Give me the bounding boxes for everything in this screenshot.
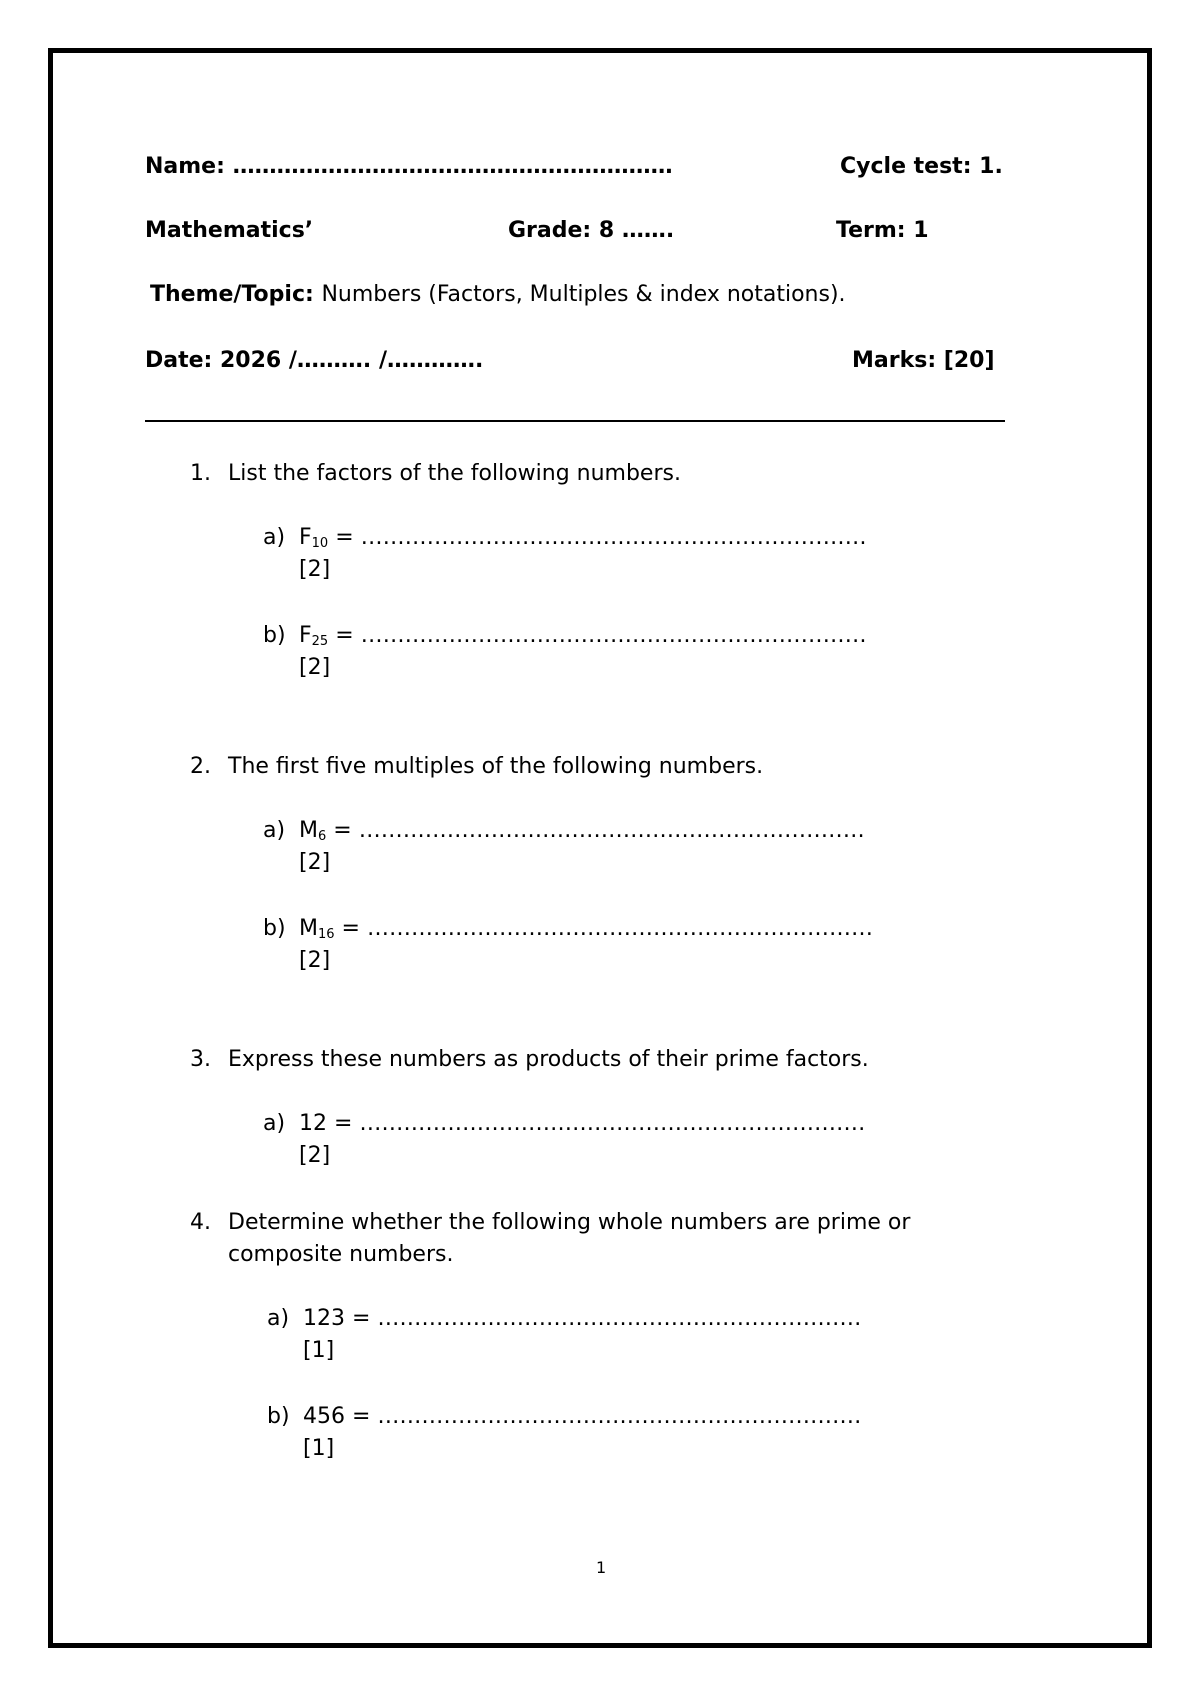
question-1 — [190, 458, 1090, 490]
question-text: Express these numbers as products of their prime factors. — [228, 1047, 869, 1072]
question-1b — [263, 620, 867, 658]
question-text-line-1: Determine whether the following whole numbers are prime or — [228, 1210, 911, 1235]
question-2b — [263, 913, 873, 951]
part-label: b) — [267, 1404, 290, 1429]
name-label: Name: — [145, 154, 225, 179]
question-4 — [190, 1207, 1090, 1271]
part-label: b) — [263, 623, 286, 648]
date-field: Date: 2026 /………. /…………. — [145, 348, 484, 373]
question-3 — [190, 1044, 1090, 1076]
marks-2a: [2] — [299, 850, 331, 875]
grade-label: Grade: 8 — [508, 218, 615, 243]
answer-blank[interactable]: = …………………………………………………………… — [335, 623, 867, 648]
question-number: 4. — [190, 1210, 211, 1235]
answer-blank[interactable]: = ………………………………………………………… — [352, 1306, 862, 1331]
question-number: 1. — [190, 461, 211, 486]
part-value: 12 — [299, 1111, 327, 1136]
part-var: F — [299, 525, 312, 550]
part-value: 123 — [303, 1306, 345, 1331]
marks-2b: [2] — [299, 948, 331, 973]
theme-topic — [150, 284, 846, 306]
answer-blank[interactable]: = …………………………………………………………… — [341, 916, 873, 941]
answer-blank[interactable]: = …………………………………………………………… — [333, 818, 865, 843]
part-label: a) — [263, 818, 286, 843]
question-number: 3. — [190, 1047, 211, 1072]
marks-1b: [2] — [299, 655, 331, 680]
question-2a — [263, 815, 865, 853]
cycle-test: Cycle test: 1. — [840, 154, 1003, 179]
answer-blank[interactable]: = …………………………………………………………… — [335, 525, 867, 550]
part-label: a) — [267, 1306, 290, 1331]
part-subscript: 6 — [317, 829, 327, 844]
answer-blank[interactable]: = …………………………………………………………… — [334, 1111, 866, 1136]
question-number: 2. — [190, 754, 211, 779]
part-var: M — [299, 818, 318, 843]
marks-4b: [1] — [303, 1436, 335, 1461]
question-text-line-2: composite numbers. — [228, 1242, 454, 1267]
part-subscript: 10 — [311, 536, 329, 551]
question-2 — [190, 751, 1090, 783]
grade-blank: ……. — [621, 218, 675, 243]
question-text: The first five multiples of the following numbers. — [228, 754, 764, 779]
grade-field — [508, 220, 674, 242]
name-blank: …………………………………………………… — [232, 154, 673, 179]
question-3a — [263, 1108, 865, 1140]
term: Term: 1 — [836, 218, 929, 243]
part-var: M — [299, 916, 318, 941]
part-value: 456 — [303, 1404, 345, 1429]
part-var: F — [299, 623, 312, 648]
theme-value: Numbers (Factors, Multiples & index notations). — [321, 282, 846, 307]
question-4a — [267, 1303, 861, 1335]
name-field — [145, 156, 673, 178]
theme-label: Theme/Topic: — [150, 282, 314, 307]
subject: Mathematics’ — [145, 218, 314, 243]
header-divider — [145, 420, 1005, 422]
part-label: a) — [263, 1111, 286, 1136]
part-label: a) — [263, 525, 286, 550]
answer-blank[interactable]: = ………………………………………………………… — [352, 1404, 862, 1429]
question-1a — [263, 522, 867, 560]
marks-total: Marks: [20] — [852, 348, 995, 373]
question-4b — [267, 1401, 861, 1433]
part-subscript: 25 — [311, 634, 329, 649]
marks-3a: [2] — [299, 1143, 331, 1168]
marks-4a: [1] — [303, 1338, 335, 1363]
page-number: 1 — [596, 1558, 607, 1577]
marks-1a: [2] — [299, 557, 331, 582]
part-subscript: 16 — [317, 927, 335, 942]
question-text: List the factors of the following numbers. — [228, 461, 681, 486]
part-label: b) — [263, 916, 286, 941]
